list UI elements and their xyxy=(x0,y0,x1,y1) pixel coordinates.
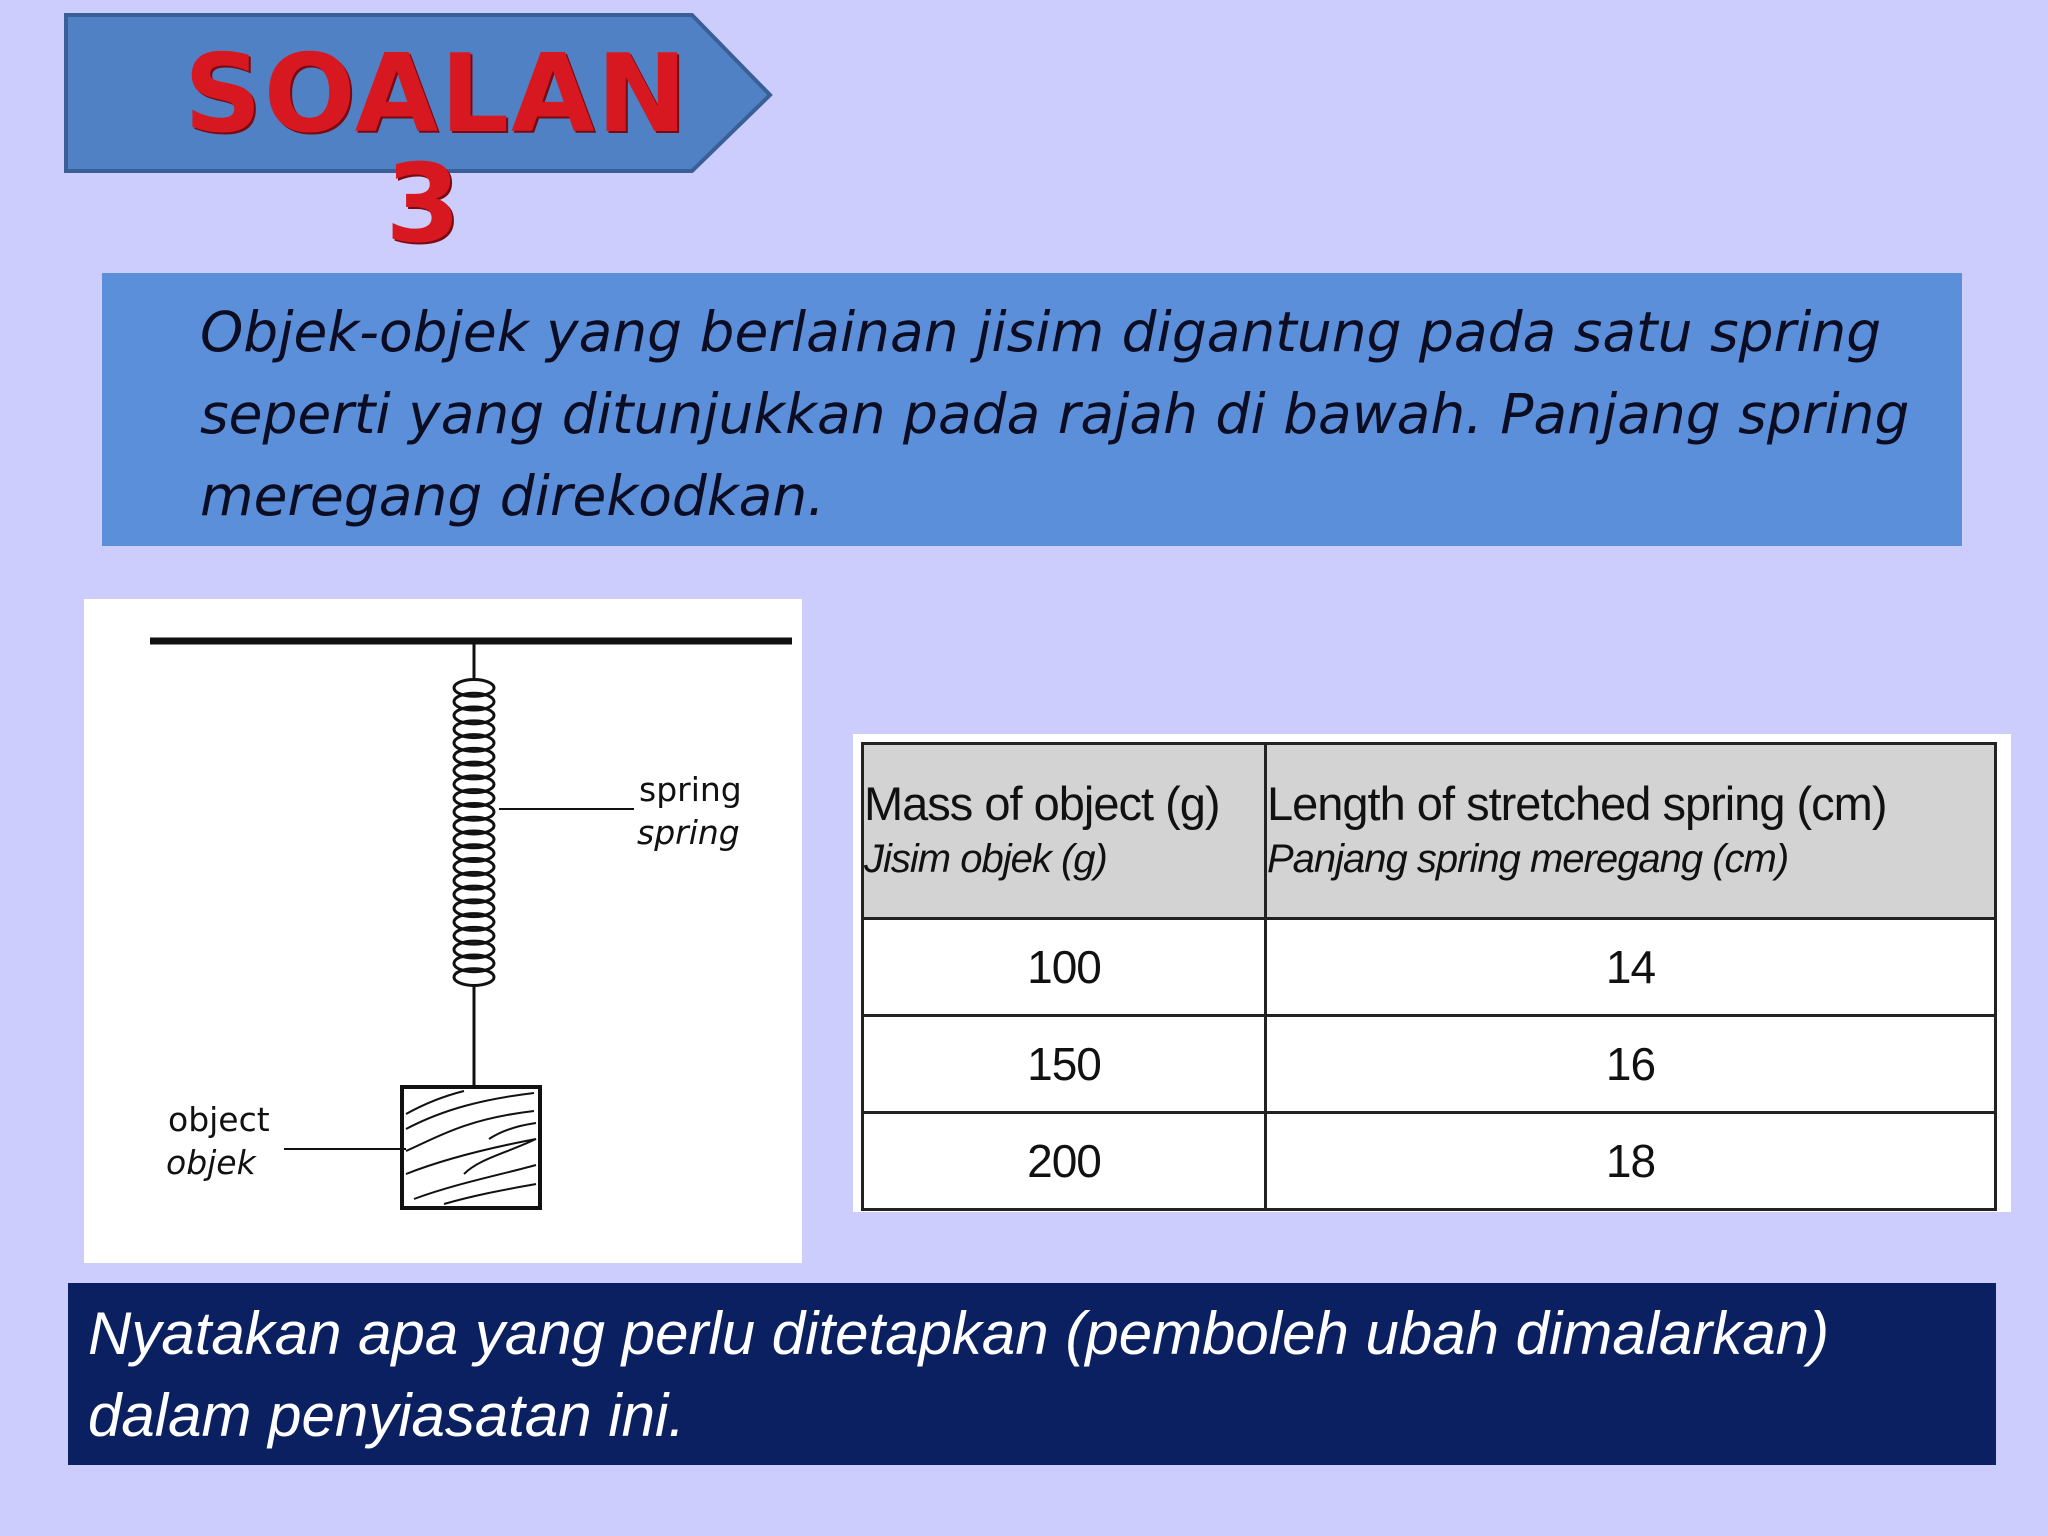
object-label-en: object xyxy=(168,1100,270,1139)
intro-box xyxy=(102,273,1962,546)
spring-diagram xyxy=(84,599,802,1263)
cell-length: 16 xyxy=(1266,1016,1996,1113)
question-text: Nyatakan apa yang perlu ditetapkan (pemboleh ubah dimalarkan) dalam penyiasatan ini. xyxy=(88,1300,1830,1449)
spring-label-en: spring xyxy=(639,770,742,809)
cell-mass: 150 xyxy=(863,1016,1266,1113)
cell-length: 18 xyxy=(1266,1113,1996,1210)
cell-mass: 200 xyxy=(863,1113,1266,1210)
header-length-ms: Panjang spring meregang (cm) xyxy=(1267,837,1789,881)
spring-label-ms: spring xyxy=(637,813,740,852)
cell-mass: 100 xyxy=(863,919,1266,1016)
question-box xyxy=(68,1283,1996,1465)
header-mass xyxy=(863,744,1266,919)
data-table-panel xyxy=(853,734,2011,1212)
cell-length: 14 xyxy=(1266,919,1996,1016)
page-title: SOALAN 3 xyxy=(184,32,690,267)
header-length xyxy=(1266,744,1996,919)
header-mass-ms: Jisim objek (g) xyxy=(864,837,1107,881)
table-row xyxy=(863,919,1996,1016)
spring-coils xyxy=(454,680,494,986)
spring-diagram-illustration xyxy=(84,599,802,1263)
header-mass-en: Mass of object (g) xyxy=(864,777,1220,830)
data-table xyxy=(861,742,1997,1211)
table-header-row xyxy=(863,744,1996,919)
object-label-ms: objek xyxy=(166,1143,256,1182)
intro-text: Objek-objek yang berlainan jisim digantung pada satu spring seperti yang ditunjukkan pada rajah di bawah. Panjang spring meregang direkodkan. xyxy=(200,300,1910,528)
table-row xyxy=(863,1016,1996,1113)
title-banner xyxy=(64,12,774,267)
table-row xyxy=(863,1113,1996,1210)
header-length-en: Length of stretched spring (cm) xyxy=(1267,777,1887,830)
